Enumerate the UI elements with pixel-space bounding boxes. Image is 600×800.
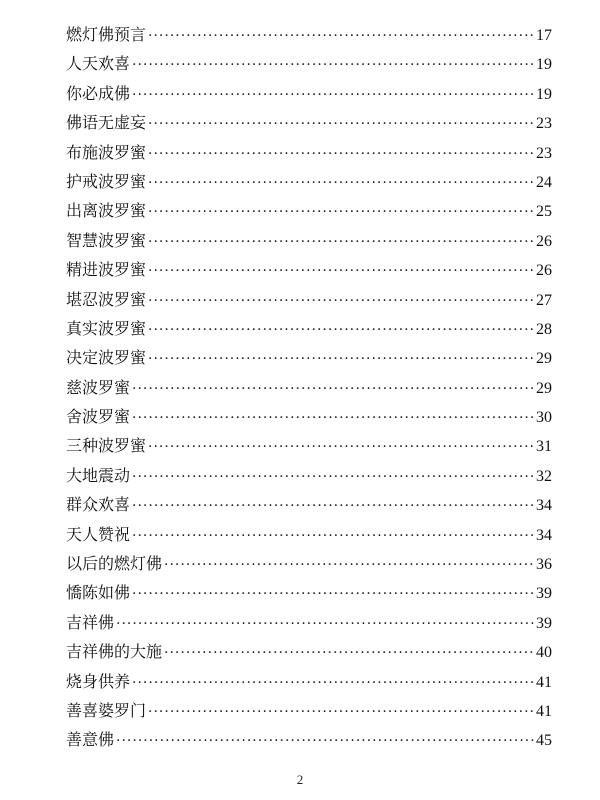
toc-dot-leader bbox=[148, 698, 534, 727]
toc-dot-leader bbox=[132, 81, 534, 110]
toc-entry-title: 以后的燃灯佛 bbox=[66, 554, 163, 574]
toc-dot-leader bbox=[132, 580, 534, 609]
toc-dot-leader bbox=[148, 169, 534, 198]
toc-entry-title: 布施波罗蜜 bbox=[66, 142, 147, 162]
toc-entry-page: 30 bbox=[536, 409, 552, 427]
toc-entry-page: 19 bbox=[536, 56, 552, 74]
toc-entry bbox=[66, 138, 552, 167]
toc-entry bbox=[66, 608, 552, 637]
toc-entry-title: 护戒波罗蜜 bbox=[66, 171, 147, 191]
toc-entry bbox=[66, 167, 552, 196]
toc-entry-title: 群众欢喜 bbox=[66, 495, 131, 515]
toc-entry-page: 45 bbox=[536, 732, 552, 750]
toc-entry bbox=[66, 578, 552, 607]
toc-entry-title: 慈波罗蜜 bbox=[66, 377, 131, 397]
toc-dot-leader bbox=[148, 140, 534, 169]
toc-entry-title: 吉祥佛的大施 bbox=[66, 642, 163, 662]
toc-dot-leader bbox=[132, 669, 534, 698]
toc-entry bbox=[66, 255, 552, 284]
toc-entry-page: 27 bbox=[536, 291, 552, 309]
toc-entry-title: 燃灯佛预言 bbox=[66, 25, 147, 44]
toc-entry-page: 26 bbox=[536, 262, 552, 280]
toc-entry-title: 智慧波罗蜜 bbox=[66, 230, 147, 250]
toc-entry-page: 17 bbox=[536, 27, 552, 44]
toc-dot-leader bbox=[132, 51, 534, 80]
toc-dot-leader bbox=[148, 287, 534, 316]
toc-dot-leader bbox=[148, 22, 534, 51]
toc-entry bbox=[66, 549, 552, 578]
toc-dot-leader bbox=[148, 433, 534, 462]
toc-dot-leader bbox=[132, 522, 534, 551]
table-of-contents bbox=[66, 20, 552, 755]
toc-entry-title: 善喜婆罗门 bbox=[66, 700, 147, 720]
toc-entry bbox=[66, 196, 552, 225]
toc-entry bbox=[66, 20, 552, 49]
toc-entry bbox=[66, 520, 552, 549]
toc-entry bbox=[66, 226, 552, 255]
toc-entry-page: 25 bbox=[536, 203, 552, 221]
toc-entry-page: 19 bbox=[536, 85, 552, 103]
toc-entry bbox=[66, 431, 552, 460]
toc-entry-page: 39 bbox=[536, 614, 552, 632]
toc-dot-leader bbox=[116, 727, 534, 756]
toc-entry bbox=[66, 637, 552, 666]
toc-entry-page: 29 bbox=[536, 379, 552, 397]
toc-entry bbox=[66, 461, 552, 490]
toc-dot-leader bbox=[148, 228, 534, 257]
toc-entry-page: 24 bbox=[536, 173, 552, 191]
toc-entry-page: 23 bbox=[536, 115, 552, 133]
toc-entry-title: 你必成佛 bbox=[66, 83, 131, 103]
toc-dot-leader bbox=[132, 404, 534, 433]
toc-dot-leader bbox=[116, 610, 534, 639]
toc-entry-title: 出离波罗蜜 bbox=[66, 201, 147, 221]
toc-entry-title: 人天欢喜 bbox=[66, 54, 131, 74]
toc-entry-title: 吉祥佛 bbox=[66, 612, 115, 632]
toc-entry-page: 40 bbox=[536, 644, 552, 662]
toc-entry-title: 烧身供养 bbox=[66, 671, 131, 691]
toc-entry-page: 39 bbox=[536, 585, 552, 603]
toc-entry-page: 41 bbox=[536, 702, 552, 720]
toc-entry bbox=[66, 667, 552, 696]
toc-entry bbox=[66, 79, 552, 108]
toc-entry bbox=[66, 402, 552, 431]
toc-entry-page: 34 bbox=[536, 497, 552, 515]
toc-entry-title: 堪忍波罗蜜 bbox=[66, 289, 147, 309]
toc-dot-leader bbox=[148, 257, 534, 286]
toc-entry-page: 26 bbox=[536, 232, 552, 250]
toc-dot-leader bbox=[148, 110, 534, 139]
toc-entry bbox=[66, 696, 552, 725]
toc-entry-title: 佛语无虚妄 bbox=[66, 113, 147, 133]
toc-entry-title: 天人赞祝 bbox=[66, 524, 131, 544]
toc-entry-title: 舍波罗蜜 bbox=[66, 407, 131, 427]
toc-entry-page: 28 bbox=[536, 320, 552, 338]
toc-dot-leader bbox=[164, 551, 534, 580]
toc-entry bbox=[66, 314, 552, 343]
toc-entry bbox=[66, 373, 552, 402]
toc-entry-title: 三种波罗蜜 bbox=[66, 436, 147, 456]
toc-dot-leader bbox=[148, 198, 534, 227]
toc-dot-leader bbox=[148, 345, 534, 374]
toc-entry bbox=[66, 108, 552, 137]
toc-dot-leader bbox=[132, 463, 534, 492]
toc-entry bbox=[66, 49, 552, 78]
toc-entry-title: 精进波罗蜜 bbox=[66, 260, 147, 280]
toc-entry-page: 36 bbox=[536, 556, 552, 574]
toc-entry-page: 34 bbox=[536, 526, 552, 544]
toc-entry-page: 23 bbox=[536, 144, 552, 162]
toc-entry-page: 41 bbox=[536, 673, 552, 691]
toc-dot-leader bbox=[148, 316, 534, 345]
toc-entry bbox=[66, 725, 552, 754]
toc-entry-page: 31 bbox=[536, 438, 552, 456]
toc-entry-title: 善意佛 bbox=[66, 730, 115, 750]
toc-entry-title: 憍陈如佛 bbox=[66, 583, 131, 603]
toc-dot-leader bbox=[164, 639, 534, 668]
toc-entry-title: 大地震动 bbox=[66, 465, 131, 485]
toc-entry-page: 29 bbox=[536, 350, 552, 368]
toc-entry bbox=[66, 490, 552, 519]
toc-dot-leader bbox=[132, 492, 534, 521]
toc-dot-leader bbox=[132, 375, 534, 404]
toc-entry bbox=[66, 285, 552, 314]
toc-entry-title: 真实波罗蜜 bbox=[66, 318, 147, 338]
toc-entry-title: 决定波罗蜜 bbox=[66, 348, 147, 368]
toc-entry-page: 32 bbox=[536, 467, 552, 485]
page-number: 2 bbox=[296, 772, 304, 787]
toc-entry bbox=[66, 343, 552, 372]
